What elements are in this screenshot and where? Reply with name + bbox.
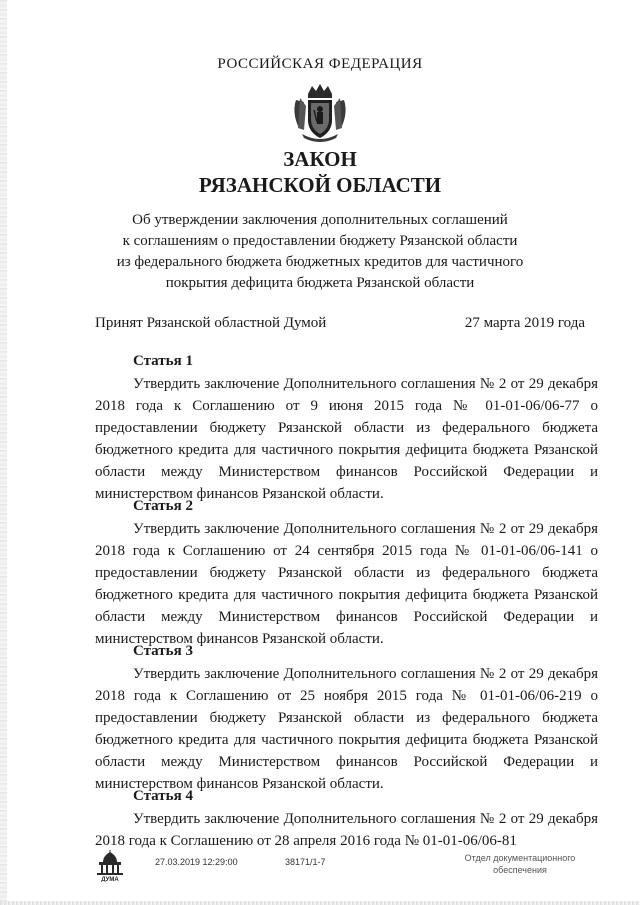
law-title-line1: ЗАКОН [283, 147, 357, 171]
subject-line: из федерального бюджета бюджетных кредитов для частичного [116, 254, 524, 270]
adoption-row [95, 315, 585, 332]
scan-edge-left [0, 0, 7, 905]
article-heading: Статья 2 [133, 498, 193, 514]
department-line: обеспечения [493, 865, 547, 875]
article-body: Утвердить заключение Дополнительного соглашения № 2 от 29 декабря 2018 года к Соглашению от 24 сентября 2015 года № 01-01-06/06-141 о предоставлении бюджету Рязанской области из федерального бюджета бюджетного кредита для частичного покрытия дефицита бюджета Рязанской области между Министерством финансов Российской Федерации и министерством финансов Рязанской области. [95, 521, 598, 647]
article-body: Утвердить заключение Дополнительного соглашения № 2 от 29 декабря 2018 года к Соглашению от 25 ноября 2015 года № 01-01-06/06-219 о предоставлении бюджету Рязанской области из федерального бюджета бюджетного кредита для частичного покрытия дефицита бюджета Рязанской области между Министерством финансов Российской Федерации и министерством финансов Рязанской области. [95, 666, 598, 792]
law-title-line2: РЯЗАНСКОЙ ОБЛАСТИ [198, 173, 442, 197]
adopted-by: Принят Рязанской областной Думой [95, 315, 327, 331]
article-1 [95, 351, 598, 505]
duma-logo-icon [95, 850, 125, 882]
law-title [0, 146, 640, 198]
article-4 [95, 786, 598, 852]
subject-line: Об утверждении заключения дополнительных соглашений [132, 212, 508, 228]
duma-logo-text: ДУМА [101, 877, 119, 882]
footer-timestamp: 27.03.2019 12:29:00 [155, 857, 238, 867]
article-heading: Статья 1 [133, 353, 193, 369]
ryazan-coat-of-arms-icon [290, 82, 350, 144]
department-line: Отдел документационного [464, 853, 576, 863]
footer-department [440, 852, 600, 876]
subject-line: к соглашениям о предоставлении бюджету Рязанской области [122, 233, 518, 249]
adoption-date: 27 марта 2019 года [464, 315, 585, 331]
article-heading: Статья 4 [133, 788, 193, 804]
scan-edge-bottom [0, 901, 640, 905]
article-heading: Статья 3 [133, 643, 193, 659]
federation-heading: РОССИЙСКАЯ ФЕДЕРАЦИЯ [217, 56, 423, 72]
article-body: Утвердить заключение Дополнительного соглашения № 2 от 29 декабря 2018 года к Соглашению от 28 апреля 2016 года № 01-01-06/06-81 [95, 811, 598, 849]
article-body: Утвердить заключение Дополнительного соглашения № 2 от 29 декабря 2018 года к Соглашению от 9 июня 2015 года № 01-01-06/06-77 о предоставлении бюджету Рязанской области из федерального бюджета бюджетного кредита для частичного покрытия дефицита бюджета Рязанской области между Министерством финансов Российской Федерации и министерством финансов Рязанской области. [95, 376, 598, 502]
footer-registration: 38171/1-7 [285, 857, 326, 867]
article-2 [95, 496, 598, 650]
article-3 [95, 641, 598, 795]
law-subject [90, 210, 550, 294]
footer [95, 850, 600, 890]
subject-line: покрытия дефицита бюджета Рязанской области [165, 275, 475, 291]
